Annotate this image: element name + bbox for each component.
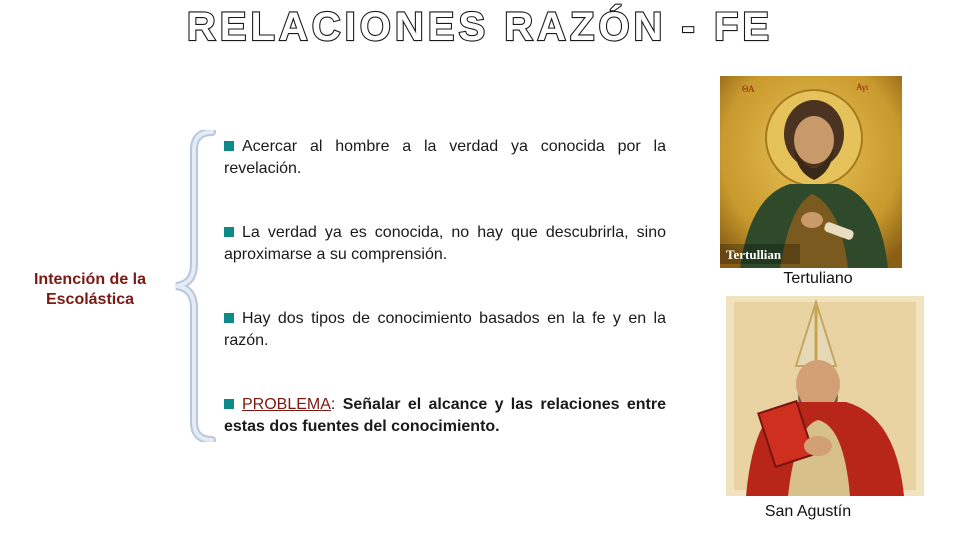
svg-text:ΘΑ: ΘΑ: [742, 84, 755, 94]
bullet-separator: :: [330, 396, 343, 413]
bullet-item: [224, 394, 666, 438]
square-bullet-icon: [224, 227, 234, 237]
bullet-text: Acercar al hombre a la verdad ya conocida por la revelación.: [224, 138, 666, 177]
augustine-caption: San Agustín: [764, 503, 852, 520]
bullet-item: [224, 222, 666, 266]
svg-text:Αγι: Αγι: [856, 82, 869, 92]
slide-title: [0, 0, 960, 50]
square-bullet-icon: [224, 399, 234, 409]
tertullian-caption: Tertuliano: [783, 270, 853, 287]
title-text: RELACIONES RAZÓN - FE: [186, 5, 774, 48]
bullet-text: Señalar el alcance y las relaciones entre estas dos fuentes del conocimiento.: [224, 396, 666, 435]
bullet-text: La verdad ya es conocida, no hay que descubrirla, sino aproximarse a su comprensión.: [224, 224, 666, 263]
saint-augustine-painting: [726, 296, 924, 501]
bullet-item: [224, 308, 666, 352]
curly-brace: [172, 130, 216, 447]
bullet-item: [224, 136, 666, 180]
side-label: [20, 270, 160, 310]
bullet-keyword: PROBLEMA: [242, 396, 331, 413]
icon-inscription: Tertullian: [726, 247, 782, 262]
tertullian-portrait: [720, 76, 902, 273]
side-label-line2: Escolástica: [45, 291, 135, 308]
side-label-line1: Intención de la: [33, 271, 146, 288]
square-bullet-icon: [224, 313, 234, 323]
square-bullet-icon: [224, 141, 234, 151]
bullet-text: Hay dos tipos de conocimiento basados en la fe y en la razón.: [224, 310, 666, 349]
